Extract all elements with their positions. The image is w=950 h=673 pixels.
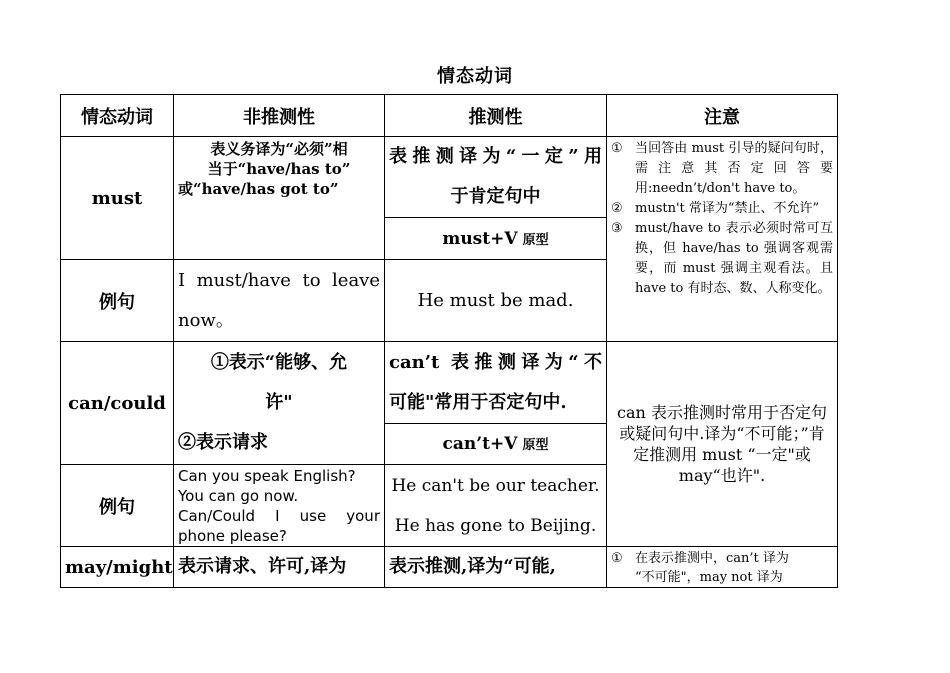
- cell-must-label: must: [61, 137, 174, 260]
- can-example-spec-line2: He has gone to Beijing.: [394, 515, 597, 536]
- can-non-spec-line2: 许": [265, 392, 293, 413]
- cell-must-example-label: 例句: [61, 260, 174, 342]
- cell-may-non-speculative: 表示请求、许可,译为: [174, 547, 385, 588]
- table-row-can: [61, 342, 838, 424]
- note-number: ①: [611, 551, 623, 566]
- cell-must-non-speculative: [174, 137, 385, 260]
- cell-must-example-speculative: He must be mad.: [385, 260, 607, 342]
- note-text: [635, 549, 833, 587]
- document-title: 情态动词: [437, 66, 513, 87]
- must-note-2: [611, 199, 833, 219]
- cell-must-speculative: [385, 137, 607, 218]
- cell-can-label: can/could: [61, 342, 174, 465]
- note-number: ③: [611, 221, 623, 236]
- header-non-speculative: 非推测性: [174, 95, 385, 137]
- can-non-spec-line1: ①表示“能够、允: [210, 352, 348, 373]
- must-form-main: must+V: [442, 228, 518, 249]
- cell-can-example-non-speculative: [174, 465, 385, 547]
- may-note-line1: 在表示推测中，can’t 译为: [635, 551, 789, 566]
- header-modal-verb: 情态动词: [61, 95, 174, 137]
- must-non-spec-line2: 当于“have/has to”: [207, 160, 351, 178]
- cell-must-example-non-speculative: [174, 260, 385, 342]
- must-example-line2: now。: [178, 309, 234, 331]
- must-non-spec-line1: 表义务译为“必须”相: [210, 140, 348, 158]
- may-note-1: [611, 549, 833, 587]
- cell-can-non-speculative: [174, 342, 385, 465]
- note-number: ②: [611, 201, 623, 216]
- can-example-line4: phone please?: [178, 526, 287, 545]
- note-number: ①: [611, 141, 623, 156]
- cell-can-form: [385, 424, 607, 465]
- can-non-spec-line3: ②表示请求: [178, 432, 268, 453]
- can-spec-line2: 可能"常用于否定句中.: [389, 391, 567, 413]
- header-speculative: 推测性: [385, 95, 607, 137]
- can-example-line2: You can go now.: [178, 486, 299, 505]
- table-row-may: [61, 547, 838, 588]
- cell-can-example-speculative: [385, 465, 607, 547]
- must-non-spec-line3: 或“have/has got to”: [178, 180, 339, 198]
- cell-must-form: [385, 218, 607, 260]
- table-row-must: [61, 137, 838, 218]
- note-text: mustn't 常译为“禁止、不允许”: [635, 201, 820, 216]
- can-form-main: can’t+V: [442, 434, 518, 454]
- note-text: 当回答由 must 引导的疑问句时，需注意其否定回答要用:needn’t/don't have to。: [635, 141, 833, 196]
- must-spec-line1: 表推测译为“一定”用: [389, 146, 602, 167]
- may-note-line2: “不可能"，may not 译为: [635, 570, 783, 585]
- can-spec-line1: can’t 表推测译为“不: [389, 351, 602, 373]
- cell-can-speculative: [385, 342, 607, 424]
- cell-may-speculative: 表示推测,译为“可能,: [385, 547, 607, 588]
- header-notes: 注意: [607, 95, 838, 137]
- must-example-line1: I must/have to leave: [178, 269, 380, 291]
- note-text: must/have to 表示必须时常可互换，但 have/has to 强调客观需要，而 must 强调主观看法。且 have to 有时态、数、人称变化。: [635, 221, 833, 296]
- can-example-spec-line1: He can't be our teacher.: [391, 475, 600, 496]
- cell-may-label: may/might: [61, 547, 174, 588]
- modal-verbs-table: [60, 94, 838, 588]
- can-example-line1: Can you speak English?: [178, 466, 356, 485]
- must-form-tag: 原型: [522, 232, 549, 248]
- can-example-line3: Can/Could I use your: [178, 506, 380, 525]
- cell-can-example-label: 例句: [61, 465, 174, 547]
- cell-can-note: can 表示推测时常用于否定句或疑问句中.译为“不可能；”肯定推测用 must “一定"或 may“也许".: [607, 342, 838, 547]
- cell-may-note: [607, 547, 838, 588]
- must-note-1: [611, 139, 833, 199]
- must-note-3: [611, 219, 833, 299]
- must-spec-line2: 于肯定句中: [450, 186, 541, 207]
- table-header-row: [61, 95, 838, 137]
- can-form-tag: 原型: [522, 438, 549, 453]
- cell-must-notes: [607, 137, 838, 342]
